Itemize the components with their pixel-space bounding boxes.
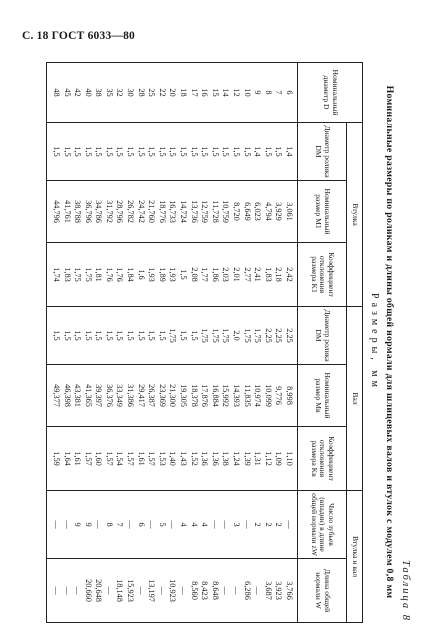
- table-cell: 4,794: [263, 202, 273, 221]
- table-cell: 2,77: [242, 267, 252, 282]
- table-cell: 7: [274, 90, 284, 95]
- data-table: [46, 62, 363, 623]
- table-cell: —: [168, 520, 178, 529]
- table-cell: 1,5: [274, 146, 284, 157]
- table-cell: 1,75: [200, 328, 210, 343]
- table-cell: 2,41: [253, 267, 263, 282]
- table-cell: 9: [253, 90, 263, 95]
- table-cell: 1,5: [51, 146, 61, 157]
- table-cell: 11,728: [210, 200, 220, 223]
- table-cell: 8,560: [189, 581, 199, 600]
- table-cell: 18,378: [189, 384, 199, 407]
- table-cell: 1,64: [62, 451, 72, 466]
- table-cell: 14,393: [232, 384, 242, 407]
- table-cell: 44,796: [51, 200, 61, 223]
- table-cell: 1,57: [83, 451, 93, 466]
- table-cell: 1,10: [285, 451, 294, 466]
- table-cell: 1,40: [168, 451, 178, 466]
- table-cell: 1,5: [136, 146, 146, 157]
- table-cell: —: [210, 520, 220, 529]
- table-cell: 36,376: [104, 384, 114, 407]
- table-cell: 26,387: [147, 384, 157, 407]
- table-cell: 36,796: [83, 200, 93, 223]
- table-cell: 3,061: [285, 202, 294, 221]
- table-cell: 1,60: [94, 451, 104, 466]
- table-cell: 10: [242, 88, 252, 97]
- table-cell: 13,736: [189, 200, 199, 223]
- table-cell: 2,42: [285, 267, 294, 282]
- table-cell: 15: [210, 88, 220, 97]
- table-cell: 48: [51, 88, 61, 97]
- col-header-diameter: Номинальный диаметр D: [298, 63, 363, 123]
- table-cell: 9: [83, 522, 93, 527]
- table-cell: 30: [126, 88, 136, 97]
- table-cell: 1,5: [136, 330, 146, 341]
- table-cell: —: [136, 586, 146, 595]
- table-cell: 1,6: [136, 269, 146, 280]
- table-cell: 15,923: [126, 579, 136, 602]
- table-cell: —: [104, 586, 114, 595]
- table-cell: 1,5: [189, 146, 199, 157]
- table-cell: 1,5: [73, 330, 83, 341]
- table-cell: —: [242, 520, 252, 529]
- table-cell: 1,83: [263, 267, 273, 282]
- table-cell: 1,5: [126, 146, 136, 157]
- table-cell: 41,365: [83, 384, 93, 407]
- table-cell: 16: [200, 88, 210, 97]
- table-cell: 1,75: [253, 328, 263, 343]
- table-cell: —: [73, 586, 83, 595]
- table-cell: 14,724: [179, 200, 189, 223]
- table-cell: 18,148: [115, 579, 125, 602]
- table-cell: 1,5: [179, 269, 189, 280]
- table-cell: 17,876: [200, 384, 210, 407]
- table-cell: 22: [157, 88, 167, 97]
- table-cell: 1,75: [210, 328, 220, 343]
- table-cell: 1,75: [168, 328, 178, 343]
- table-cell: 41,761: [62, 200, 72, 223]
- table-cell: 4: [200, 522, 210, 527]
- column-shaft-nominal-size: [47, 365, 298, 427]
- table-cell: 1,93: [168, 267, 178, 282]
- table-cell: 2: [253, 522, 263, 527]
- table-cell: 8,648: [210, 581, 220, 600]
- page-header: С. 18 ГОСТ 6033—80: [22, 30, 135, 42]
- table-cell: 11,835: [242, 384, 252, 407]
- table-cell: 15,992: [221, 384, 231, 407]
- table-cell: 3,929: [274, 202, 284, 221]
- table-cell: 1,5: [157, 146, 167, 157]
- table-cell: 39,397: [94, 384, 104, 407]
- table-cell: 1,5: [51, 330, 61, 341]
- table-cell: 1,52: [189, 451, 199, 466]
- table-cell: 1,61: [136, 451, 146, 466]
- table-cell: 20: [168, 88, 178, 97]
- table-cell: 28,796: [115, 200, 125, 223]
- table-cell: 21,760: [147, 200, 157, 223]
- table-cell: 28: [136, 88, 146, 97]
- table-cell: 17: [189, 88, 199, 97]
- table-cell: 20,660: [83, 579, 93, 602]
- table-cell: 10,923: [168, 579, 178, 602]
- table-cell: 29,417: [136, 384, 146, 407]
- table-cell: 1,39: [242, 451, 252, 466]
- table-cell: —: [126, 520, 136, 529]
- table-cell: 23,369: [157, 384, 167, 407]
- table-cell: —: [62, 586, 72, 595]
- table-cell: 42: [73, 88, 83, 97]
- table-cell: 1,5: [179, 330, 189, 341]
- table-cell: 6: [285, 90, 294, 95]
- table-cell: 45: [62, 88, 72, 97]
- column-shaft-roller-diameter: [47, 307, 298, 365]
- table-cell: 1,61: [73, 451, 83, 466]
- table-cell: 1,5: [147, 330, 157, 341]
- column-hub-roller-diameter: [47, 123, 298, 181]
- table-cell: 49,377: [51, 384, 61, 407]
- table-cell: 8,423: [200, 581, 210, 600]
- table-cell: 1,5: [200, 146, 210, 157]
- table-cell: 2,01: [232, 267, 242, 282]
- table-cell: 1,5: [189, 330, 199, 341]
- rotated-table-block: [9, 62, 409, 622]
- table-cell: 1,76: [104, 267, 114, 282]
- group-header-hub: Втулка: [347, 123, 363, 307]
- table-cell: 1,75: [83, 267, 93, 282]
- table-cell: 1,89: [157, 267, 167, 282]
- table-cell: 1,5: [83, 146, 93, 157]
- table-cell: 1,75: [221, 328, 231, 343]
- table-cell: 1,5: [242, 146, 252, 157]
- table-cell: 1,5: [157, 330, 167, 341]
- table-cell: 24,742: [136, 200, 146, 223]
- table-cell: 1,83: [62, 267, 72, 282]
- table-cell: —: [221, 520, 231, 529]
- table-cell: 1,5: [62, 330, 72, 341]
- table-cell: 1,4: [253, 146, 263, 157]
- table-cell: 1,93: [147, 267, 157, 282]
- table-cell: 35: [104, 88, 114, 97]
- group-header-shaft: Вал: [347, 307, 363, 491]
- table-cell: 4: [189, 522, 199, 527]
- table-cell: 6: [136, 522, 146, 527]
- table-cell: 1,09: [274, 451, 284, 466]
- table-cell: 1,53: [157, 451, 167, 466]
- table-cell: 3,923: [274, 581, 284, 600]
- table-cell: 1,5: [179, 146, 189, 157]
- table-cell: —: [51, 520, 61, 529]
- table-cell: —: [253, 586, 263, 595]
- column-hub-deviation-coef: [47, 243, 298, 307]
- table-cell: 9: [73, 522, 83, 527]
- table-cell: 8,720: [232, 202, 242, 221]
- table-cell: 34,786: [94, 200, 104, 223]
- table-cell: 2,18: [274, 267, 284, 282]
- table-cell: 40: [83, 88, 93, 97]
- table-cell: 1,43: [179, 451, 189, 466]
- column-common-normal-length: [47, 559, 298, 623]
- table-cell: 3: [232, 522, 242, 527]
- table-cell: 1,57: [104, 451, 114, 466]
- table-cell: —: [51, 586, 61, 595]
- table-cell: 1,5: [83, 330, 93, 341]
- table-cell: 1,76: [115, 267, 125, 282]
- table-cell: 7: [115, 522, 125, 527]
- table-cell: 1,38: [221, 451, 231, 466]
- table-cell: 6,023: [253, 202, 263, 221]
- table-cell: —: [157, 586, 167, 595]
- table-cell: 46,398: [62, 384, 72, 407]
- table-cell: 12,759: [200, 200, 210, 223]
- table-cell: 10,974: [253, 384, 263, 407]
- table-cell: 1,5: [115, 146, 125, 157]
- table-cell: 1,24: [232, 451, 242, 466]
- column-shaft-deviation-coef: [47, 427, 298, 491]
- table-cell: 3,766: [285, 581, 294, 600]
- table-cell: —: [221, 586, 231, 595]
- table-cell: 8: [263, 90, 273, 95]
- table-cell: 8: [104, 522, 114, 527]
- table-cell: 1,12: [263, 451, 273, 466]
- table-cell: 2: [274, 522, 284, 527]
- table-cell: 1,59: [51, 451, 61, 466]
- table-cell: 6,649: [242, 202, 252, 221]
- table-cell: 2,25: [285, 328, 294, 343]
- table-cell: 8,998: [285, 386, 294, 405]
- col-header-shaft-nominal-size: Номинальный размер Mв: [298, 365, 347, 427]
- col-header-common-normal-length: Длина общей нормали W: [298, 559, 347, 623]
- table-cell: 2,25: [263, 328, 273, 343]
- table-cell: 1,57: [126, 451, 136, 466]
- table-cell: 1,5: [263, 146, 273, 157]
- group-header-hub-and-shaft: Втулка и вал: [347, 491, 363, 623]
- table-cell: 1,36: [210, 451, 220, 466]
- table-cell: 1,5: [94, 146, 104, 157]
- table-cell: 1,5: [221, 146, 231, 157]
- table-cell: 38: [94, 88, 104, 97]
- table-cell: 1,86: [210, 267, 220, 282]
- column-diameter: [47, 63, 298, 123]
- table-cell: 1,5: [210, 146, 220, 157]
- table-cell: 19,305: [179, 384, 189, 407]
- table-cell: 38,788: [73, 200, 83, 223]
- table-cell: —: [179, 586, 189, 595]
- table-cell: 1,4: [285, 146, 294, 157]
- table-cell: 5: [157, 522, 167, 527]
- table-cell: 1,75: [73, 267, 83, 282]
- table-cell: 1,5: [147, 146, 157, 157]
- table-cell: 1,5: [104, 330, 114, 341]
- table-cell: 10,759: [221, 200, 231, 223]
- table-cell: 1,5: [94, 330, 104, 341]
- table-cell: 2: [263, 522, 273, 527]
- table-cell: 1,81: [94, 267, 104, 282]
- units-label: Размеры, мм: [369, 293, 380, 391]
- table-cell: 10,099: [263, 384, 273, 407]
- col-header-hub-deviation-coef: Коэффициент отклонения размера K1: [298, 243, 347, 307]
- table-cell: 33,349: [115, 384, 125, 407]
- table-cell: 9,776: [274, 386, 284, 405]
- table-cell: 12: [232, 88, 242, 97]
- table-cell: 25: [147, 88, 157, 97]
- table-cell: 20,648: [94, 579, 104, 602]
- table-cell: 31,792: [104, 200, 114, 223]
- table-cell: —: [232, 586, 242, 595]
- table-cell: 1,36: [200, 451, 210, 466]
- table-cell: 26,782: [126, 200, 136, 223]
- column-teeth-count: [47, 491, 298, 559]
- table-cell: 18: [179, 88, 189, 97]
- table-cell: 1,5: [62, 146, 72, 157]
- table-cell: 1,77: [200, 267, 210, 282]
- table-cell: 2,08: [189, 267, 199, 282]
- table-cell: 1,5: [115, 330, 125, 341]
- table-cell: 1,84: [126, 267, 136, 282]
- table-cell: 2,25: [274, 328, 284, 343]
- col-header-teeth-count: Число зубьев (впадин) в длине общей нормали zW: [298, 491, 347, 559]
- table-cell: —: [94, 520, 104, 529]
- table-cell: 6,286: [242, 581, 252, 600]
- table-cell: 21,300: [168, 384, 178, 407]
- table-cell: 31,386: [126, 384, 136, 407]
- table-cell: 18,776: [157, 200, 167, 223]
- table-cell: 1,54: [115, 451, 125, 466]
- col-header-hub-roller-diameter: Диаметр ролика DМ: [298, 123, 347, 181]
- table-cell: 43,381: [73, 384, 83, 407]
- table-number: Таблица 8: [400, 559, 411, 622]
- table-cell: 3,687: [263, 581, 273, 600]
- table-cell: 1,31: [253, 451, 263, 466]
- table-cell: 14: [221, 88, 231, 97]
- table-cell: 1,57: [147, 451, 157, 466]
- table-cell: —: [147, 520, 157, 529]
- table-cell: 16,733: [168, 200, 178, 223]
- table-cell: 1,5: [73, 146, 83, 157]
- table-cell: —: [285, 520, 294, 529]
- col-header-shaft-roller-diameter: Диаметр ролика DМ: [298, 307, 347, 365]
- table-cell: 1,75: [242, 328, 252, 343]
- col-header-shaft-deviation-coef: Коэффициент отклонения размера Kв: [298, 427, 347, 491]
- table-cell: 1,5: [104, 146, 114, 157]
- table-cell: 2,0: [232, 330, 242, 341]
- table-caption: Номинальные размеры по роликам и длины общей нормали для шлицевых валов и втулок с модулем 0,8 мм: [384, 85, 395, 599]
- table-cell: 2,03: [221, 267, 231, 282]
- table-cell: 1,5: [232, 146, 242, 157]
- column-hub-nominal-size: [47, 181, 298, 243]
- table-cell: 16,884: [210, 384, 220, 407]
- table-cell: 1,74: [51, 267, 61, 282]
- table-cell: 1,5: [168, 146, 178, 157]
- table-cell: 13,197: [147, 579, 157, 602]
- col-header-hub-nominal-size: Номинальный размер M1: [298, 181, 347, 243]
- table-cell: 4: [179, 522, 189, 527]
- table-cell: 32: [115, 88, 125, 97]
- table-cell: 1,5: [126, 330, 136, 341]
- table-cell: —: [62, 520, 72, 529]
